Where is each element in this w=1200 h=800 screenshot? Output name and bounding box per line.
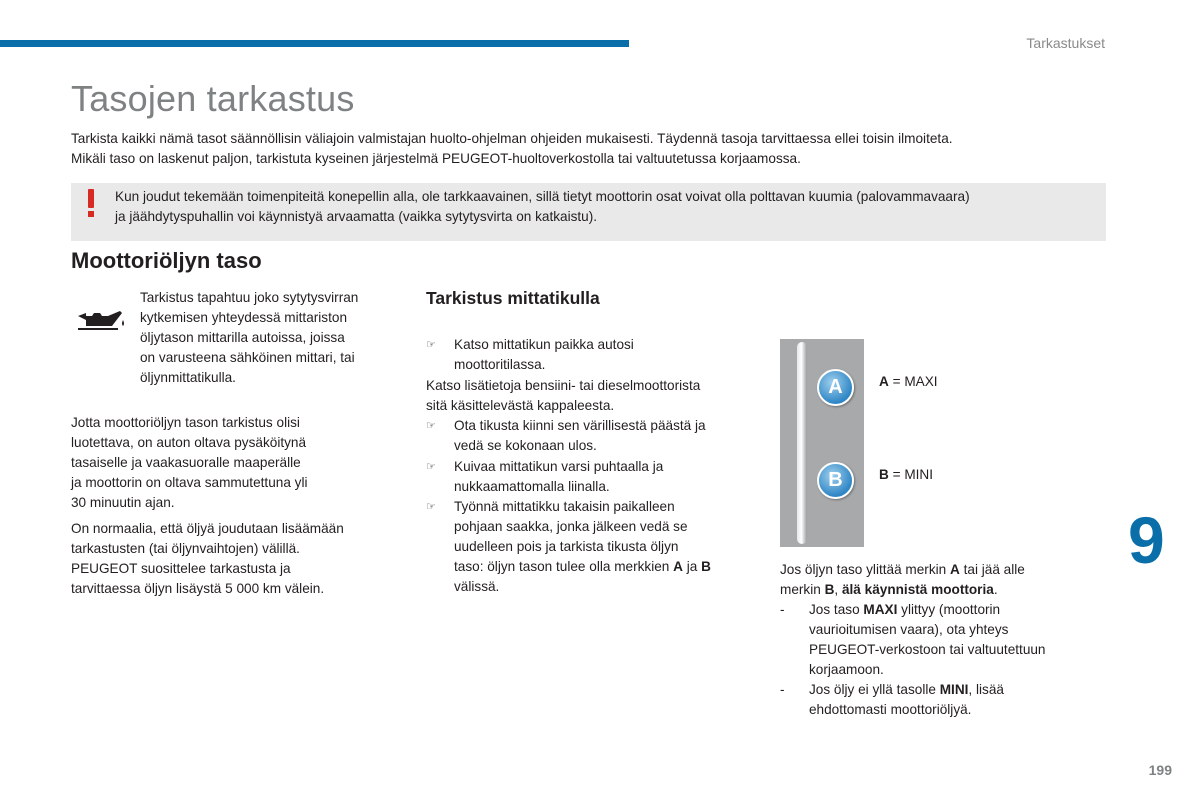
warning-line: ja jäähdytyspuhallin voi käynnistyä arvaamatta (vaikka sytytysvirta on katkaistu).: [115, 209, 598, 224]
pointing-hand-icon: ☞: [426, 461, 436, 473]
list-item-maxi: - Jos taso MAXI ylittyy (moottorin vaurioitumisen vaara), ota yhteys PEUGEOT-verkostoon tai valtuutettuun korjaamoon.: [780, 602, 1046, 677]
subheading-dipstick: Tarkistus mittatikulla: [426, 288, 600, 308]
legend-a: A = MAXI: [879, 374, 938, 389]
text-line: tasaiselle ja vaakasuoralle maaperälle: [71, 455, 301, 470]
note-engine-chapter: [426, 376, 756, 416]
text-line: moottoritilassa.: [454, 357, 546, 372]
text-line: Työnnä mittatikku takaisin paikalleen: [454, 499, 675, 514]
step-wipe: [426, 457, 756, 497]
page-title: Tasojen tarkastus: [71, 78, 355, 119]
pointing-hand-icon: ☞: [426, 339, 436, 351]
dash-bullet: -: [780, 602, 785, 617]
legend-b: B = MINI: [879, 467, 934, 482]
text-line: Ota tikusta kiinni sen värillisestä päästä ja: [454, 418, 706, 433]
dipstick-rod: [797, 342, 807, 544]
text-line: tarvittaessa öljyn lisäystä 5 000 km välein.: [71, 581, 325, 596]
text-line: Katso lisätietoja bensiini- tai dieselmoottorista: [426, 378, 701, 393]
text-line: öljytason mittarilla autoissa, joissa: [140, 330, 345, 345]
text-line: luotettava, on auton oltava pysäköitynä: [71, 435, 307, 450]
list-item-mini: - Jos öljy ei yllä tasolle MINI, lisää ehdottomasti moottoriöljyä.: [780, 682, 1004, 717]
section-name: Tarkastukset: [1026, 35, 1105, 51]
text-line: Jotta moottoriöljyn tason tarkistus olisi: [71, 415, 300, 430]
text-line: nukkaamattomalla liinalla.: [454, 479, 610, 494]
step-reinsert-check: [426, 497, 756, 597]
level-warning-paragraph: Jos öljyn taso ylittää merkin A tai jää alle merkin B, älä käynnistä moottoria.: [780, 562, 1025, 597]
text-line: uudelleen pois ja tarkista tikusta öljyn: [454, 539, 679, 554]
text-line: Tarkistus tapahtuu joko sytytysvirran: [140, 290, 359, 305]
step-locate: [426, 335, 756, 375]
warning-line: Kun joudut tekemään toimenpiteitä konepellin alla, ole tarkkaavainen, sillä tietyt moottorin osat voivat olla polttavan kuumia (palovammavaara): [115, 189, 970, 204]
intro-line: Mikäli taso on laskenut paljon, tarkistuta kyseinen järjestelmä PEUGEOT-huoltoverkostolla tai valtuutetussa korjaamossa.: [71, 151, 801, 166]
warning-text: [115, 187, 1095, 227]
text-line: öljynmittatikulla.: [140, 370, 236, 385]
text-line: PEUGEOT suosittelee tarkastusta ja: [71, 561, 291, 576]
marker-b-badge: B: [817, 462, 854, 499]
step-pull-out: [426, 416, 756, 456]
oil-can-icon: [76, 308, 130, 332]
oil-level-intro: [140, 288, 400, 388]
text-line: 30 minuutin ajan.: [71, 495, 175, 510]
paragraph-recommendation: [71, 519, 401, 599]
warning-box: [71, 183, 1106, 241]
pointing-hand-icon: ☞: [426, 420, 436, 432]
marker-a-badge: A: [817, 369, 854, 406]
intro-text: [71, 129, 1111, 169]
text-line: Katso mittatikun paikka autosi: [454, 337, 634, 352]
dipstick-illustration: [780, 339, 864, 547]
pointing-hand-icon: ☞: [426, 501, 436, 513]
text-line: taso: öljyn tason tulee olla merkkien A ja B: [454, 559, 711, 574]
text-line: on varusteena sähköinen mittari, tai: [140, 350, 355, 365]
warning-icon: [85, 189, 97, 217]
text-line: kytkemisen yhteydessä mittariston: [140, 310, 348, 325]
text-line: välissä.: [454, 579, 500, 594]
text-line: pohjaan saakka, jonka jälkeen vedä se: [454, 519, 688, 534]
page-number: 199: [1148, 762, 1172, 778]
chapter-number: 9: [1128, 503, 1165, 577]
top-accent-bar: [0, 40, 629, 47]
text-line: sitä käsittelevästä kappaleesta.: [426, 398, 615, 413]
dash-bullet: -: [780, 682, 785, 697]
intro-line: Tarkista kaikki nämä tasot säännöllisin väliajoin valmistajan huolto-ohjelman ohjeiden mukaisesti. Täydennä tasoja tarvittaessa ellei toisin ilmoiteta.: [71, 131, 953, 146]
text-line: tarkastusten (tai öljynvaihtojen) välillä.: [71, 541, 300, 556]
text-line: Kuivaa mittatikun varsi puhtaalla ja: [454, 459, 664, 474]
text-line: ja moottorin on oltava sammutettuna yli: [71, 475, 308, 490]
text-line: vedä se kokonaan ulos.: [454, 438, 597, 453]
text-line: On normaalia, että öljyä joudutaan lisäämään: [71, 521, 344, 536]
paragraph-reliability: [71, 413, 401, 513]
section-heading-engine-oil: Moottoriöljyn taso: [71, 248, 262, 273]
